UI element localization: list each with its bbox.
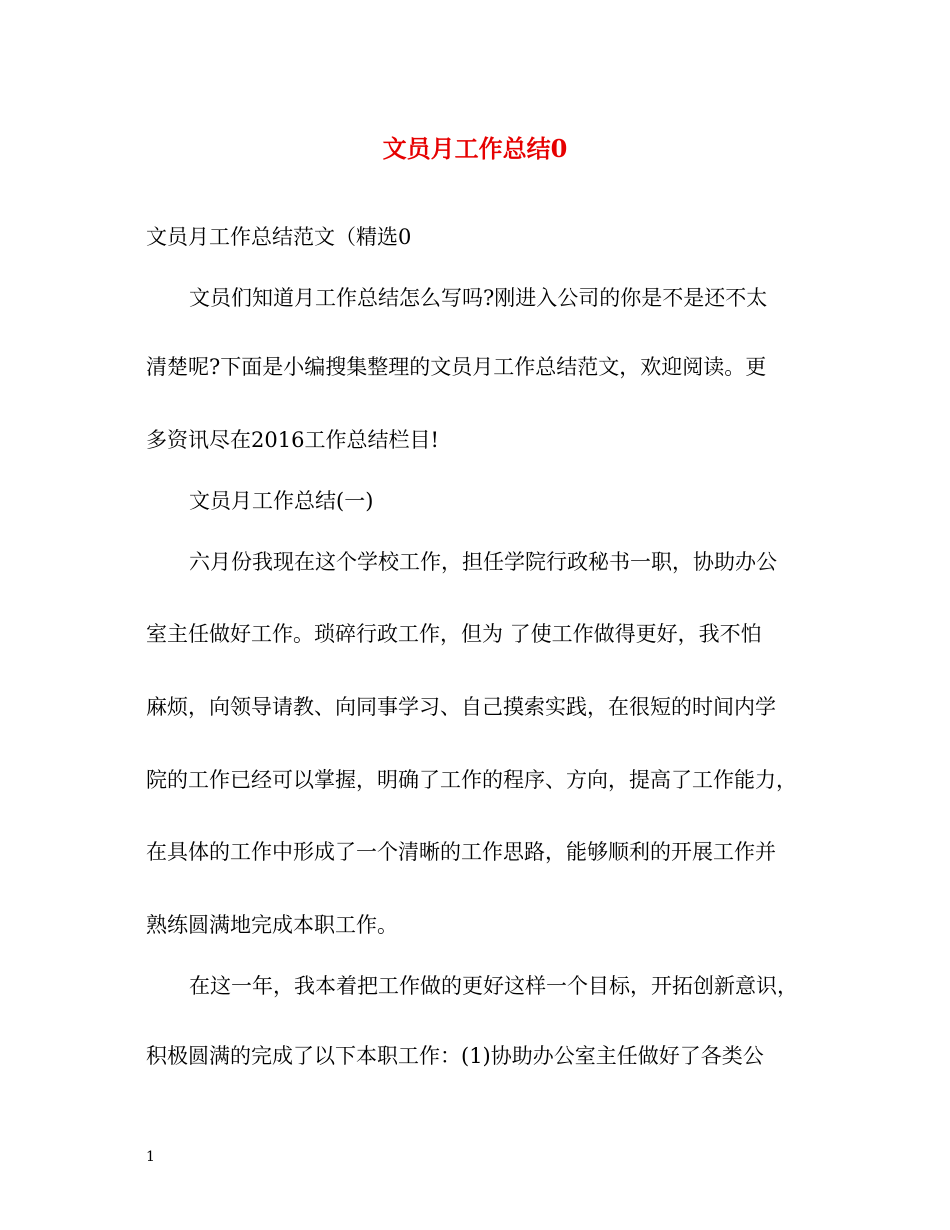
document-title: 文员月工作总结0 xyxy=(382,134,568,163)
paragraph-line: 熟练圆满地完成本职工作。 xyxy=(146,913,398,937)
section-heading: 文员月工作总结(一) xyxy=(189,489,374,513)
paragraph-line: 多资讯尽在2016工作总结栏目! xyxy=(146,428,439,452)
paragraph-line: 在具体的工作中形成了一个清晰的工作思路，能够顺利的开展工作并 xyxy=(146,840,776,864)
paragraph-line: 清楚呢?下面是小编搜集整理的文员月工作总结范文，欢迎阅读。更 xyxy=(146,355,767,379)
paragraph-line: 麻烦，向领导请教、向同事学习、自己摸索实践，在很短的时间内学 xyxy=(146,695,776,719)
paragraph-line: 院的工作已经可以掌握，明确了工作的程序、方向，提高了工作能力， xyxy=(146,768,797,792)
paragraph-line: 文员们知道月工作总结怎么写吗?刚进入公司的你是不是还不太 xyxy=(189,286,768,310)
paragraph-line: 在这一年，我本着把工作做的更好这样一个目标，开拓创新意识， xyxy=(189,974,798,998)
paragraph-line: 积极圆满的完成了以下本职工作：(1)协助办公室主任做好了各类公 xyxy=(146,1044,764,1068)
paragraph-line: 室主任做好工作。琐碎行政工作，但为 了使工作做得更好，我不怕 xyxy=(146,622,762,646)
subtitle-line: 文员月工作总结范文（精选0 xyxy=(146,225,412,249)
paragraph-line: 六月份我现在这个学校工作，担任学院行政秘书一职，协助办公 xyxy=(189,550,777,574)
page-number: 1 xyxy=(146,1149,155,1165)
